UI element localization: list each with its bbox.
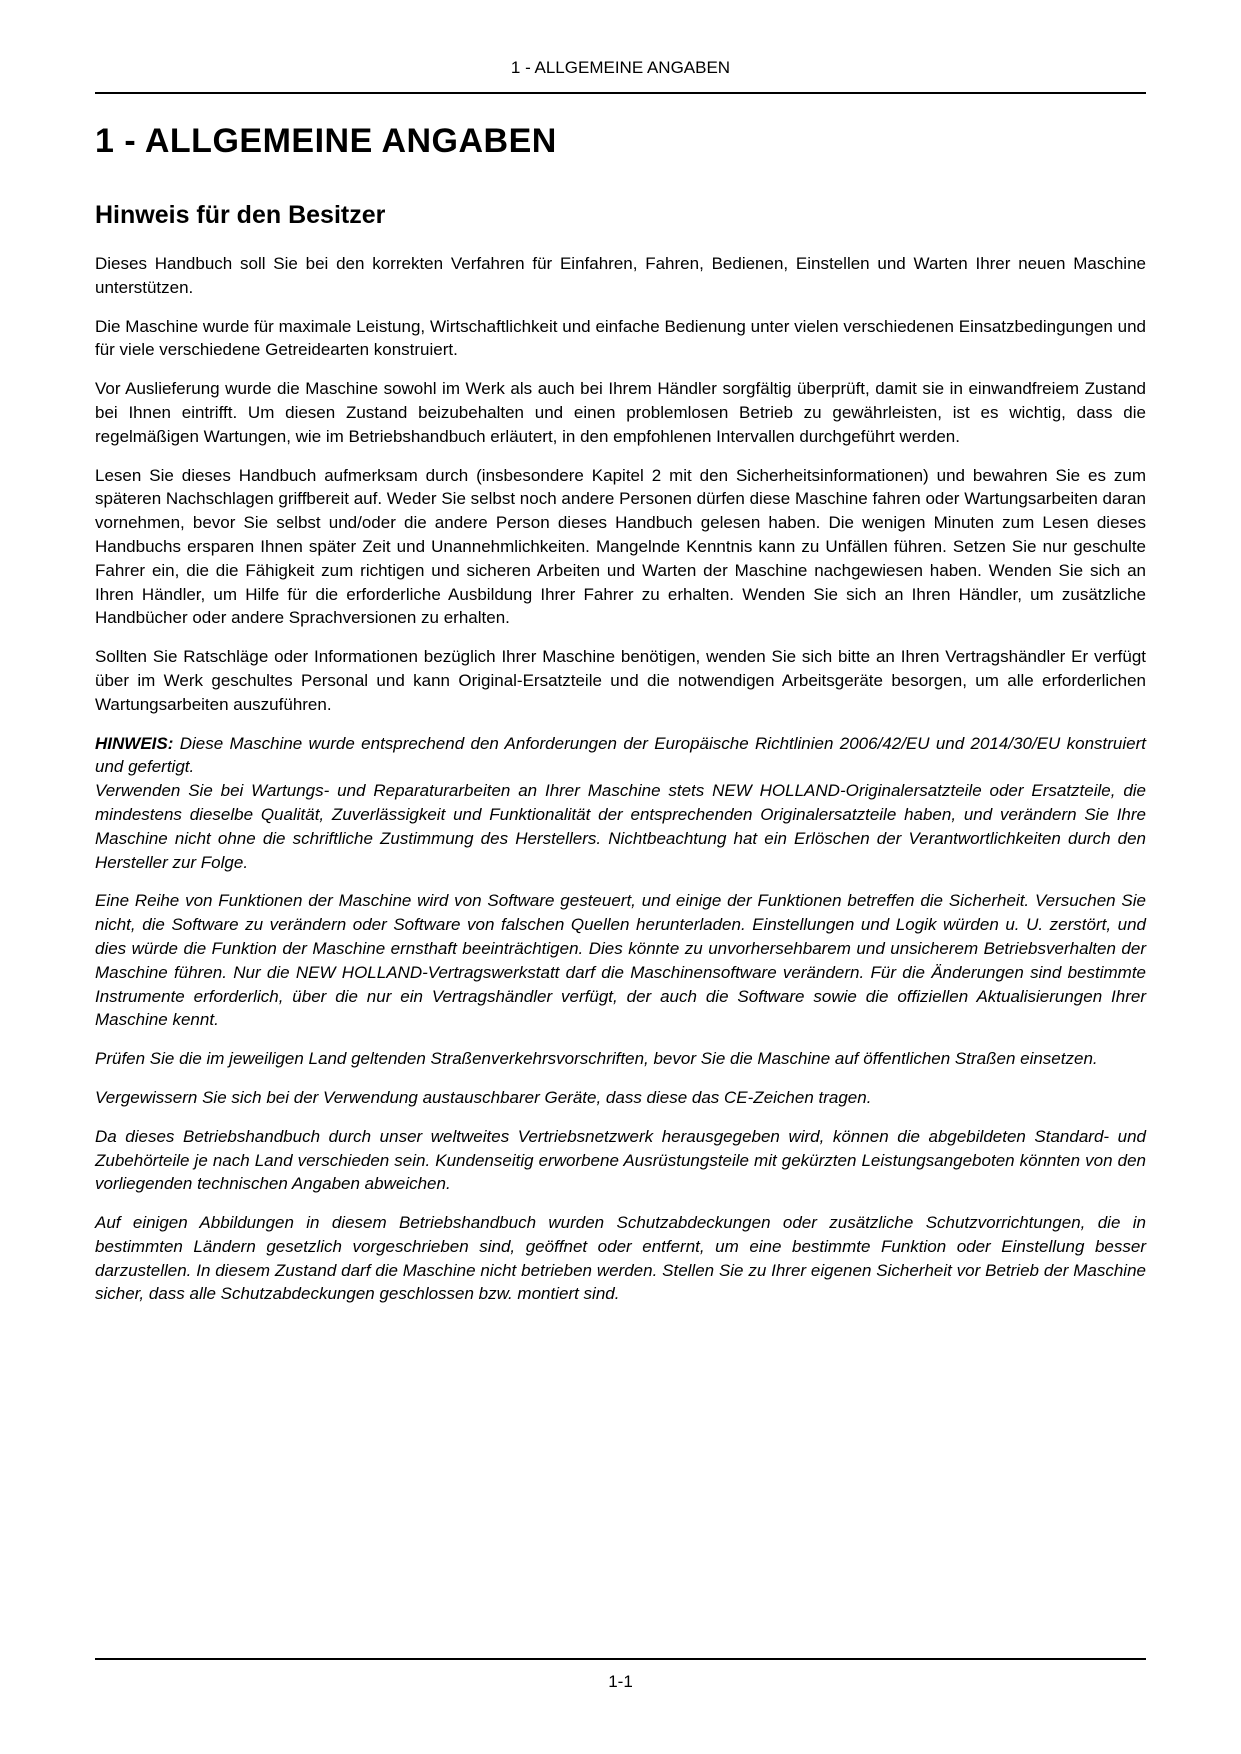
paragraph-software: Eine Reihe von Funktionen der Maschine wird von Software gesteuert, und einige der Funktionen betreffen die Sicherheit. Versuchen Sie nicht, die Software zu verändern oder Software von falschen Quellen herunterladen. Einstellungen und Logik würden u. U. zerstört, und dies würde die Funktion der Maschine ernsthaft beeinträchtigen. Dies könnte zu unvorhersehbarem und unsicherem Betriebsverhalten der Maschine führen. Nur die NEW HOLLAND-Vertragswerkstatt darf die Maschinensoftware verändern. Für die Änderungen sind bestimmte Instrumente erforderlich, über die nur ein Vertragshändler verfügt, der auch die Software sowie die offiziellen Aktualisierungen Ihrer Maschine kennt.	[95, 891, 1146, 1030]
paragraph-machine-design: Die Maschine wurde für maximale Leistung, Wirtschaftlichkeit und einfache Bedienung unter vielen verschiedenen Einsatzbedingungen und für viele verschiedene Getreidearten konstruiert.	[95, 316, 1146, 360]
paragraph-ce-mark: Vergewissern Sie sich bei der Verwendung austauschbarer Geräte, dass diese das CE-Zeichen tragen.	[95, 1087, 872, 1107]
paragraph-worldwide-distribution: Da dieses Betriebshandbuch durch unser weltweites Vertriebsnetzwerk herausgegeben wird, können die abgebildeten Standard- und Zubehörteile je nach Land verschieden sein. Kundenseitig erworbene Ausrüstungsteile mit gekürzten Leistungsangeboten könnten von den vorliegenden technischen Angaben abweichen.	[95, 1126, 1146, 1194]
page-footer	[95, 1658, 1146, 1692]
header-rule	[95, 92, 1146, 94]
paragraph-note-continuation: Verwenden Sie bei Wartungs- und Reparaturarbeiten an Ihrer Maschine stets NEW HOLLAND-Originalersatzteile oder Ersatzteile, die mindestens dieselbe Qualität, Zuverlässigkeit und Funktionalität der entsprechenden Originalersatzteile haben, und verändern Sie Ihre Maschine nicht ohne die schriftliche Zustimmung des Herstellers. Nichtbeachtung hat ein Erlöschen der Verantwortlichkeiten durch den Hersteller zur Folge.	[95, 781, 1146, 872]
paragraph-delivery-inspection: Vor Auslieferung wurde die Maschine sowohl im Werk als auch bei Ihrem Händler sorgfältig überprüft, damit sie in einwandfreiem Zustand bei Ihnen eintrifft. Um diesen Zustand beizubehalten und einen problemlosen Betrieb zu gewährleisten, ist es wichtig, dass die regelmäßigen Wartungen, wie im Betriebshandbuch erläutert, in den empfohlenen Intervallen durchgeführt werden.	[95, 379, 1146, 446]
running-header-title: 1 - ALLGEMEINE ANGABEN	[510, 58, 731, 77]
paragraph-read-manual: Lesen Sie dieses Handbuch aufmerksam durch (insbesondere Kapitel 2 mit den Sicherheitsinformationen) und bewahren Sie es zum späteren Nachschlagen griffbereit auf. Weder Sie selbst noch andere Personen dürfen diese Maschine fahren oder Wartungsarbeiten daran vornehmen, bevor Sie selbst und/oder die andere Person dieses Handbuch gelesen haben. Die wenigen Minuten zum Lesen dieses Handbuchs ersparen Ihnen später Zeit und Unannehmlichkeiten. Mangelnde Kenntnis kann zu Unfällen führen. Setzen Sie nur geschulte Fahrer ein, die die Fähigkeit zum richtigen und sicheren Arbeiten und Warten der Maschine nachgewiesen haben. Wenden Sie sich an Ihren Händler, um Hilfe für die erforderliche Ausbildung Ihrer Fahrer zu erhalten. Wenden Sie sich an Ihren Händler, um zusätzliche Handbücher oder andere Sprachversionen zu erhalten.	[95, 465, 1146, 628]
paragraph-guards-removed: Auf einigen Abbildungen in diesem Betriebshandbuch wurden Schutzabdeckungen oder zusätzliche Schutzvorrichtungen, die in bestimmten Ländern gesetzlich vorgeschrieben sind, geöffnet oder entfernt, um eine bestimmte Funktion oder Einstellung besser darzustellen. In diesem Zustand darf die Maschine nicht betrieben werden. Stellen Sie zu Ihrer eigenen Sicherheit vor Betrieb der Maschine sicher, dass alle Schutzabdeckungen geschlossen bzw. montiert sind.	[95, 1213, 1146, 1304]
page-content	[95, 0, 1146, 1306]
note-text: Diese Maschine wurde entsprechend den Anforderungen der Europäische Richtlinien 2006/42/EU und 2014/30/EU konstruiert und gefertigt.	[95, 733, 1146, 777]
paragraph-intro: Dieses Handbuch soll Sie bei den korrekten Verfahren für Einfahren, Fahren, Bedienen, Einstellen und Warten Ihrer neuen Maschine unterstützen.	[95, 254, 1146, 297]
section-title: Hinweis für den Besitzer	[95, 201, 386, 229]
footer-rule	[95, 1658, 1146, 1660]
chapter-title: 1 - ALLGEMEINE ANGABEN	[95, 122, 557, 160]
note-label: HINWEIS:	[95, 733, 174, 753]
page-number: 1-1	[608, 1672, 633, 1691]
running-header	[95, 0, 1146, 78]
paragraph-dealer-support: Sollten Sie Ratschläge oder Informationen bezüglich Ihrer Maschine benötigen, wenden Sie sich bitte an Ihren Vertragshändler Er verfügt über im Werk geschultes Personal und kann Original-Ersatzteile und die notwendigen Arbeitsgeräte besorgen, um alle erforderlichen Wartungsarbeiten auszuführen.	[95, 647, 1146, 714]
paragraph-note	[95, 732, 1146, 780]
paragraph-traffic-rules: Prüfen Sie die im jeweiligen Land geltenden Straßenverkehrsvorschriften, bevor Sie die Maschine auf öffentlichen Straßen einsetzen.	[95, 1049, 1098, 1069]
